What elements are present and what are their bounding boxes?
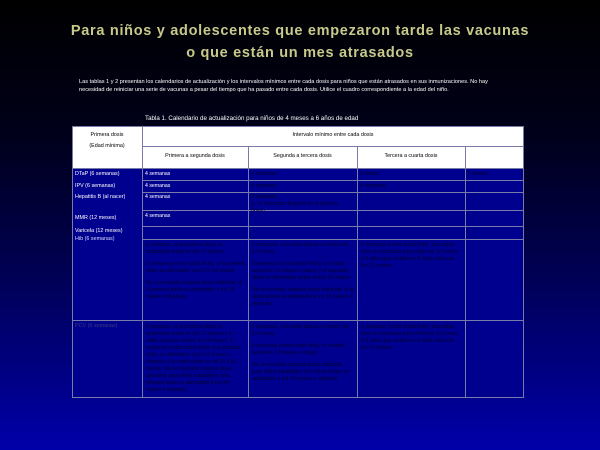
pcv-interval-1: 4 semanas: si la primera dosis se administró antes de los 12 meses y la edad actual es menor de 24 meses. 8 semanas (como dosis final): si la primera dosis se administró a los 12 meses o después o la edad actual es de 24 a 59 meses. No se necesita ninguna dosis adicional para niños saludables si la primera dosis se administró a los 24 meses o después [146, 324, 241, 393]
hib-interval-2-rule-c: No se necesita ninguna dosis adicional: si la dosis previa se administró a los 15 meses o después [252, 287, 354, 307]
ipv-interval-1: 4 semanas [145, 183, 171, 189]
row-label-ipv: IPV (6 semanas) [75, 183, 116, 189]
pcv-interval-2 [252, 324, 354, 383]
dtap-interval-1: 4 semanas [145, 171, 171, 177]
row-label-hib: Hib (6 semanas) [75, 236, 115, 242]
header-first-dose-sub: (Edad mínima) [89, 143, 125, 149]
hib-interval-2-rule-a: 4 semanas: si la edad actual es menor de 12 meses [252, 242, 349, 255]
pcv-interval-2-rule-b: 8 semanas (como dosis final): si la edad actual es 12 meses o mayor [252, 343, 345, 356]
dtap-interval-4: 6 meses [468, 171, 488, 177]
row-label-mmr: MMR (12 meses) [75, 215, 117, 221]
hib-interval-1-rule-b: 8 semanas (como dosis final): si la primera dosis se administró a los 12-14 meses [146, 261, 245, 274]
hepb-interval-1: 4 semanas [145, 194, 171, 200]
row-label-varicela: Varicela (12 meses) [75, 228, 123, 234]
ipv-interval-2: 4 semanas [251, 183, 277, 189]
intro-paragraph: Las tablas 1 y 2 presentan los calendarios de actualización y los intervalos mínimos entre cada dosis para niños que están atrasados en sus inmunizaciones. No hay necesidad de reiniciar una serie de vacunas a pesar del tiempo que ha pasado entre cada dosis. Utilice el cuadro correspondiente a la edad del niño. [79, 79, 488, 93]
dtap-interval-3: 6 meses [360, 171, 380, 177]
dtap-interval-2: 4 semanas [251, 171, 277, 177]
hib-interval-1-rule-c: No se necesita ninguna dosis adicional: si la primera dosis se administró a los 15 meses o después [146, 280, 243, 300]
catch-up-schedule-table [72, 126, 524, 398]
hepb-interval-2 [251, 194, 353, 215]
hib-interval-2 [252, 242, 354, 308]
header-first-dose [78, 132, 136, 150]
row-label-pcv: PCV (6 semanas) [75, 323, 118, 329]
hepb-interval-2-note: (y 16 semanas después de la primera dosis) [251, 201, 338, 214]
header-col-second-third: Segunda a tercera dosis [273, 153, 332, 159]
row-label-dtap: DTaP (6 semanas) [75, 171, 120, 177]
mmr-interval-1: 4 semanas [145, 213, 171, 219]
pcv-interval-2-rule-a: 4 semanas: si la edad actual es menor de 12 meses [252, 324, 349, 337]
hib-interval-3: 8 semanas (como dosis final): esta dosis sólo es necesaria para niños de 12 meses a 5 años que recibieron 3 dosis antes de los 12 meses [361, 242, 459, 269]
page-title-line2: o que están un mes atrasados [186, 45, 414, 61]
pcv-interval-2-rule-c: No se necesita ninguna dosis adicional: para niños saludables si la dosis previa se administró a los 24 meses o después [252, 362, 350, 382]
header-col-first-second: Primera a segunda dosis [165, 153, 225, 159]
page-title-line1: Para niños y adolescentes que empezaron tarde las vacunas [70, 23, 530, 39]
table-caption: Tabla 1. Calendario de actualización para niños de 4 meses a 6 años de edad [145, 115, 359, 122]
hib-interval-1-rule-a: 4 semanas: si la primera dosis se administró antes de los 12 meses [146, 242, 224, 255]
hib-interval-1 [146, 242, 245, 301]
header-first-dose-label: Primera dosis [90, 132, 124, 138]
page-title [0, 20, 600, 64]
ipv-interval-3: 4 semanas [360, 183, 386, 189]
header-interval: Intervalo mínimo entre cada dosis [292, 132, 374, 138]
pcv-interval-3: 8 semanas (como dosis final): esta dosis sólo es necesaria para niños de 12 meses a 5 años que recibieron 3 dosis antes de los 12 meses [361, 324, 459, 351]
hepb-interval-2-main: 8 semanas [251, 194, 277, 200]
row-label-hepb: Hepatitis B (al nacer) [75, 194, 126, 200]
header-col-third-fourth: Tercera a cuarta dosis [384, 153, 438, 159]
hib-interval-2-rule-b: 8 semanas (como dosis final): si la edad actual es 12 meses o mayor y la segunda dosis se administró antes de los 15 meses [252, 261, 350, 281]
